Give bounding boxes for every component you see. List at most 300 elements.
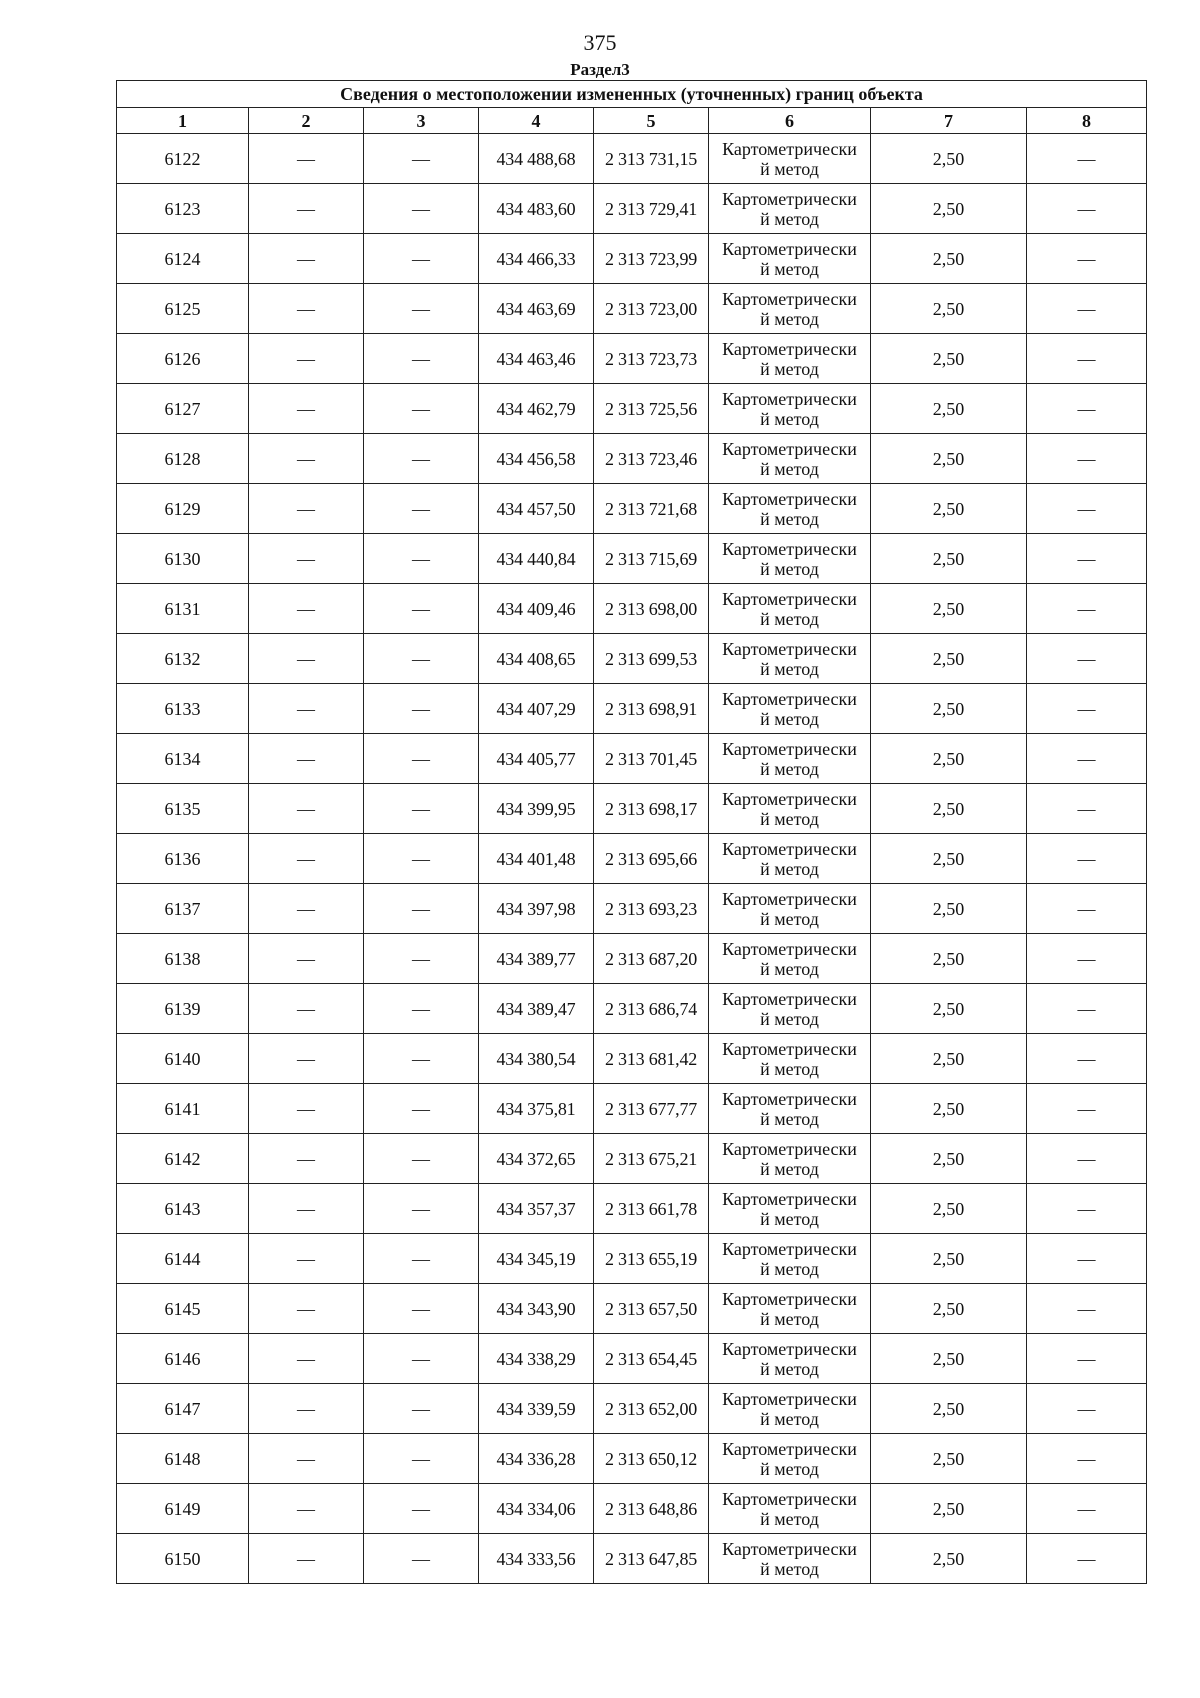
method-cell xyxy=(709,234,871,284)
accuracy-cell: 2,50 xyxy=(871,384,1027,434)
column-3-cell: — xyxy=(364,534,479,584)
column-8-cell: — xyxy=(1027,1284,1147,1334)
column-8-cell: — xyxy=(1027,384,1147,434)
column-3-cell: — xyxy=(364,1284,479,1334)
table-row xyxy=(117,1334,1147,1384)
method-cell xyxy=(709,1534,871,1584)
table-row xyxy=(117,1034,1147,1084)
x-coordinate-cell: 434 440,84 xyxy=(479,534,594,584)
table-row xyxy=(117,1184,1147,1234)
point-number-cell: 6134 xyxy=(117,734,249,784)
x-coordinate-cell: 434 372,65 xyxy=(479,1134,594,1184)
column-2-cell: — xyxy=(249,834,364,884)
column-2-cell: — xyxy=(249,184,364,234)
column-8-cell: — xyxy=(1027,834,1147,884)
method-line-2: й метод xyxy=(760,1558,819,1579)
column-3-cell: — xyxy=(364,1034,479,1084)
method-line-2: й метод xyxy=(760,708,819,729)
y-coordinate-cell: 2 313 723,73 xyxy=(594,334,709,384)
y-coordinate-cell: 2 313 698,00 xyxy=(594,584,709,634)
table-row xyxy=(117,484,1147,534)
method-cell xyxy=(709,784,871,834)
method-line-1: Картометрически xyxy=(722,1538,857,1559)
x-coordinate-cell: 434 343,90 xyxy=(479,1284,594,1334)
accuracy-cell: 2,50 xyxy=(871,584,1027,634)
method-line-1: Картометрически xyxy=(722,138,857,159)
column-3-cell: — xyxy=(364,934,479,984)
x-coordinate-cell: 434 333,56 xyxy=(479,1534,594,1584)
method-cell xyxy=(709,1034,871,1084)
method-cell xyxy=(709,184,871,234)
column-2-cell: — xyxy=(249,384,364,434)
column-8-cell: — xyxy=(1027,1084,1147,1134)
point-number-cell: 6124 xyxy=(117,234,249,284)
table-row xyxy=(117,834,1147,884)
method-line-2: й метод xyxy=(760,1258,819,1279)
method-line-2: й метод xyxy=(760,1208,819,1229)
accuracy-cell: 2,50 xyxy=(871,884,1027,934)
column-3-cell: — xyxy=(364,584,479,634)
column-3-cell: — xyxy=(364,384,479,434)
accuracy-cell: 2,50 xyxy=(871,1484,1027,1534)
table-caption-row xyxy=(117,81,1147,108)
column-8-cell: — xyxy=(1027,534,1147,584)
column-2-cell: — xyxy=(249,784,364,834)
accuracy-cell: 2,50 xyxy=(871,534,1027,584)
accuracy-cell: 2,50 xyxy=(871,734,1027,784)
method-cell xyxy=(709,734,871,784)
x-coordinate-cell: 434 380,54 xyxy=(479,1034,594,1084)
method-line-1: Картометрически xyxy=(722,488,857,509)
column-2-cell: — xyxy=(249,1534,364,1584)
method-cell xyxy=(709,684,871,734)
method-line-2: й метод xyxy=(760,1308,819,1329)
x-coordinate-cell: 434 345,19 xyxy=(479,1234,594,1284)
method-cell xyxy=(709,134,871,184)
y-coordinate-cell: 2 313 661,78 xyxy=(594,1184,709,1234)
column-8-cell: — xyxy=(1027,1334,1147,1384)
method-line-2: й метод xyxy=(760,358,819,379)
point-number-cell: 6143 xyxy=(117,1184,249,1234)
y-coordinate-cell: 2 313 686,74 xyxy=(594,984,709,1034)
column-3-cell: — xyxy=(364,434,479,484)
x-coordinate-cell: 434 466,33 xyxy=(479,234,594,284)
method-line-2: й метод xyxy=(760,408,819,429)
method-line-1: Картометрически xyxy=(722,1338,857,1359)
method-cell xyxy=(709,934,871,984)
accuracy-cell: 2,50 xyxy=(871,484,1027,534)
column-3-cell: — xyxy=(364,834,479,884)
y-coordinate-cell: 2 313 687,20 xyxy=(594,934,709,984)
method-line-1: Картометрически xyxy=(722,188,857,209)
table-row xyxy=(117,1534,1147,1584)
x-coordinate-cell: 434 401,48 xyxy=(479,834,594,884)
method-line-2: й метод xyxy=(760,558,819,579)
section-title: Раздел3 xyxy=(570,60,630,79)
method-line-1: Картометрически xyxy=(722,538,857,559)
column-header: 2 xyxy=(249,108,364,134)
method-line-2: й метод xyxy=(760,258,819,279)
point-number-cell: 6137 xyxy=(117,884,249,934)
y-coordinate-cell: 2 313 652,00 xyxy=(594,1384,709,1434)
table-row xyxy=(117,784,1147,834)
accuracy-cell: 2,50 xyxy=(871,1134,1027,1184)
x-coordinate-cell: 434 405,77 xyxy=(479,734,594,784)
method-line-1: Картометрически xyxy=(722,838,857,859)
column-3-cell: — xyxy=(364,1384,479,1434)
y-coordinate-cell: 2 313 725,56 xyxy=(594,384,709,434)
accuracy-cell: 2,50 xyxy=(871,234,1027,284)
method-cell xyxy=(709,1434,871,1484)
column-3-cell: — xyxy=(364,1234,479,1284)
column-8-cell: — xyxy=(1027,684,1147,734)
column-2-cell: — xyxy=(249,284,364,334)
accuracy-cell: 2,50 xyxy=(871,184,1027,234)
x-coordinate-cell: 434 357,37 xyxy=(479,1184,594,1234)
column-8-cell: — xyxy=(1027,884,1147,934)
x-coordinate-cell: 434 409,46 xyxy=(479,584,594,634)
column-3-cell: — xyxy=(364,134,479,184)
method-line-2: й метод xyxy=(760,308,819,329)
accuracy-cell: 2,50 xyxy=(871,1434,1027,1484)
column-2-cell: — xyxy=(249,734,364,784)
x-coordinate-cell: 434 463,46 xyxy=(479,334,594,384)
accuracy-cell: 2,50 xyxy=(871,1034,1027,1084)
y-coordinate-cell: 2 313 657,50 xyxy=(594,1284,709,1334)
column-3-cell: — xyxy=(364,684,479,734)
method-line-2: й метод xyxy=(760,908,819,929)
method-line-1: Картометрически xyxy=(722,888,857,909)
column-8-cell: — xyxy=(1027,234,1147,284)
method-line-2: й метод xyxy=(760,658,819,679)
column-2-cell: — xyxy=(249,1184,364,1234)
y-coordinate-cell: 2 313 655,19 xyxy=(594,1234,709,1284)
column-2-cell: — xyxy=(249,334,364,384)
column-8-cell: — xyxy=(1027,1234,1147,1284)
point-number-cell: 6144 xyxy=(117,1234,249,1284)
column-3-cell: — xyxy=(364,184,479,234)
x-coordinate-cell: 434 389,77 xyxy=(479,934,594,984)
table-row xyxy=(117,384,1147,434)
method-line-2: й метод xyxy=(760,608,819,629)
method-line-1: Картометрически xyxy=(722,638,857,659)
column-8-cell: — xyxy=(1027,334,1147,384)
table-row xyxy=(117,584,1147,634)
point-number-cell: 6149 xyxy=(117,1484,249,1534)
method-line-2: й метод xyxy=(760,1058,819,1079)
method-cell xyxy=(709,1384,871,1434)
column-number-row xyxy=(117,108,1147,134)
column-3-cell: — xyxy=(364,1084,479,1134)
column-2-cell: — xyxy=(249,1484,364,1534)
column-2-cell: — xyxy=(249,1334,364,1384)
point-number-cell: 6130 xyxy=(117,534,249,584)
method-cell xyxy=(709,834,871,884)
column-2-cell: — xyxy=(249,1284,364,1334)
table-row xyxy=(117,1134,1147,1184)
y-coordinate-cell: 2 313 698,17 xyxy=(594,784,709,834)
method-cell xyxy=(709,534,871,584)
method-line-1: Картометрически xyxy=(722,1388,857,1409)
column-3-cell: — xyxy=(364,1134,479,1184)
method-line-1: Картометрически xyxy=(722,388,857,409)
method-cell xyxy=(709,484,871,534)
table-row xyxy=(117,234,1147,284)
method-cell xyxy=(709,284,871,334)
method-line-1: Картометрически xyxy=(722,1438,857,1459)
column-8-cell: — xyxy=(1027,134,1147,184)
method-cell xyxy=(709,1484,871,1534)
method-line-2: й метод xyxy=(760,858,819,879)
point-number-cell: 6136 xyxy=(117,834,249,884)
method-cell xyxy=(709,634,871,684)
accuracy-cell: 2,50 xyxy=(871,1084,1027,1134)
column-header: 5 xyxy=(594,108,709,134)
column-8-cell: — xyxy=(1027,1484,1147,1534)
method-line-1: Картометрически xyxy=(722,1138,857,1159)
method-line-1: Картометрически xyxy=(722,1088,857,1109)
method-cell xyxy=(709,1184,871,1234)
y-coordinate-cell: 2 313 648,86 xyxy=(594,1484,709,1534)
accuracy-cell: 2,50 xyxy=(871,984,1027,1034)
accuracy-cell: 2,50 xyxy=(871,684,1027,734)
table-row xyxy=(117,1484,1147,1534)
column-8-cell: — xyxy=(1027,1534,1147,1584)
column-2-cell: — xyxy=(249,934,364,984)
column-2-cell: — xyxy=(249,534,364,584)
boundary-coordinates-table xyxy=(116,80,1147,1584)
table-row xyxy=(117,284,1147,334)
column-3-cell: — xyxy=(364,734,479,784)
y-coordinate-cell: 2 313 723,00 xyxy=(594,284,709,334)
method-line-2: й метод xyxy=(760,758,819,779)
accuracy-cell: 2,50 xyxy=(871,1534,1027,1584)
table-row xyxy=(117,734,1147,784)
method-line-1: Картометрически xyxy=(722,438,857,459)
table-row xyxy=(117,334,1147,384)
column-8-cell: — xyxy=(1027,584,1147,634)
accuracy-cell: 2,50 xyxy=(871,1284,1027,1334)
column-header: 6 xyxy=(709,108,871,134)
y-coordinate-cell: 2 313 701,45 xyxy=(594,734,709,784)
method-cell xyxy=(709,334,871,384)
table-row xyxy=(117,1384,1147,1434)
table-row xyxy=(117,884,1147,934)
column-2-cell: — xyxy=(249,1034,364,1084)
method-line-1: Картометрически xyxy=(722,288,857,309)
table-row xyxy=(117,434,1147,484)
table-row xyxy=(117,134,1147,184)
method-line-2: й метод xyxy=(760,158,819,179)
column-3-cell: — xyxy=(364,484,479,534)
accuracy-cell: 2,50 xyxy=(871,934,1027,984)
column-2-cell: — xyxy=(249,684,364,734)
page-number: 375 xyxy=(583,30,617,55)
column-8-cell: — xyxy=(1027,1384,1147,1434)
column-2-cell: — xyxy=(249,634,364,684)
column-2-cell: — xyxy=(249,1434,364,1484)
point-number-cell: 6146 xyxy=(117,1334,249,1384)
column-8-cell: — xyxy=(1027,184,1147,234)
method-line-1: Картометрически xyxy=(722,938,857,959)
method-cell xyxy=(709,1284,871,1334)
column-2-cell: — xyxy=(249,234,364,284)
y-coordinate-cell: 2 313 650,12 xyxy=(594,1434,709,1484)
point-number-cell: 6128 xyxy=(117,434,249,484)
method-cell xyxy=(709,984,871,1034)
y-coordinate-cell: 2 313 715,69 xyxy=(594,534,709,584)
point-number-cell: 6127 xyxy=(117,384,249,434)
column-8-cell: — xyxy=(1027,1134,1147,1184)
table-row xyxy=(117,634,1147,684)
column-3-cell: — xyxy=(364,884,479,934)
table-row xyxy=(117,184,1147,234)
table-row xyxy=(117,1284,1147,1334)
column-3-cell: — xyxy=(364,1434,479,1484)
column-3-cell: — xyxy=(364,784,479,834)
accuracy-cell: 2,50 xyxy=(871,1334,1027,1384)
column-header: 8 xyxy=(1027,108,1147,134)
method-line-1: Картометрически xyxy=(722,1488,857,1509)
accuracy-cell: 2,50 xyxy=(871,784,1027,834)
column-8-cell: — xyxy=(1027,434,1147,484)
method-line-2: й метод xyxy=(760,1358,819,1379)
point-number-cell: 6147 xyxy=(117,1384,249,1434)
method-line-1: Картометрически xyxy=(722,1238,857,1259)
column-2-cell: — xyxy=(249,134,364,184)
column-8-cell: — xyxy=(1027,984,1147,1034)
y-coordinate-cell: 2 313 699,53 xyxy=(594,634,709,684)
point-number-cell: 6150 xyxy=(117,1534,249,1584)
column-header: 7 xyxy=(871,108,1027,134)
method-line-2: й метод xyxy=(760,808,819,829)
x-coordinate-cell: 434 336,28 xyxy=(479,1434,594,1484)
accuracy-cell: 2,50 xyxy=(871,334,1027,384)
accuracy-cell: 2,50 xyxy=(871,1184,1027,1234)
column-header: 4 xyxy=(479,108,594,134)
column-8-cell: — xyxy=(1027,934,1147,984)
column-header: 3 xyxy=(364,108,479,134)
method-cell xyxy=(709,584,871,634)
accuracy-cell: 2,50 xyxy=(871,634,1027,684)
x-coordinate-cell: 434 463,69 xyxy=(479,284,594,334)
point-number-cell: 6135 xyxy=(117,784,249,834)
column-2-cell: — xyxy=(249,584,364,634)
x-coordinate-cell: 434 389,47 xyxy=(479,984,594,1034)
y-coordinate-cell: 2 313 721,68 xyxy=(594,484,709,534)
method-line-2: й метод xyxy=(760,1158,819,1179)
column-8-cell: — xyxy=(1027,1034,1147,1084)
y-coordinate-cell: 2 313 677,77 xyxy=(594,1084,709,1134)
method-line-2: й метод xyxy=(760,958,819,979)
method-line-1: Картометрически xyxy=(722,788,857,809)
method-line-1: Картометрически xyxy=(722,988,857,1009)
column-8-cell: — xyxy=(1027,1184,1147,1234)
point-number-cell: 6145 xyxy=(117,1284,249,1334)
column-3-cell: — xyxy=(364,284,479,334)
x-coordinate-cell: 434 408,65 xyxy=(479,634,594,684)
point-number-cell: 6123 xyxy=(117,184,249,234)
column-2-cell: — xyxy=(249,484,364,534)
y-coordinate-cell: 2 313 729,41 xyxy=(594,184,709,234)
accuracy-cell: 2,50 xyxy=(871,1384,1027,1434)
column-2-cell: — xyxy=(249,1084,364,1134)
table-row xyxy=(117,1234,1147,1284)
point-number-cell: 6132 xyxy=(117,634,249,684)
method-line-1: Картометрически xyxy=(722,1038,857,1059)
column-3-cell: — xyxy=(364,1334,479,1384)
column-8-cell: — xyxy=(1027,734,1147,784)
table-row xyxy=(117,934,1147,984)
accuracy-cell: 2,50 xyxy=(871,434,1027,484)
method-cell xyxy=(709,1234,871,1284)
column-3-cell: — xyxy=(364,334,479,384)
method-cell xyxy=(709,434,871,484)
x-coordinate-cell: 434 488,68 xyxy=(479,134,594,184)
column-8-cell: — xyxy=(1027,1434,1147,1484)
method-line-2: й метод xyxy=(760,1508,819,1529)
column-3-cell: — xyxy=(364,1484,479,1534)
x-coordinate-cell: 434 462,79 xyxy=(479,384,594,434)
y-coordinate-cell: 2 313 698,91 xyxy=(594,684,709,734)
column-8-cell: — xyxy=(1027,284,1147,334)
table-row xyxy=(117,984,1147,1034)
x-coordinate-cell: 434 334,06 xyxy=(479,1484,594,1534)
table-row xyxy=(117,1084,1147,1134)
column-3-cell: — xyxy=(364,234,479,284)
accuracy-cell: 2,50 xyxy=(871,1234,1027,1284)
x-coordinate-cell: 434 483,60 xyxy=(479,184,594,234)
column-2-cell: — xyxy=(249,1134,364,1184)
y-coordinate-cell: 2 313 647,85 xyxy=(594,1534,709,1584)
point-number-cell: 6141 xyxy=(117,1084,249,1134)
method-line-1: Картометрически xyxy=(722,238,857,259)
method-line-2: й метод xyxy=(760,1458,819,1479)
column-8-cell: — xyxy=(1027,634,1147,684)
column-3-cell: — xyxy=(364,634,479,684)
y-coordinate-cell: 2 313 731,15 xyxy=(594,134,709,184)
y-coordinate-cell: 2 313 693,23 xyxy=(594,884,709,934)
point-number-cell: 6131 xyxy=(117,584,249,634)
method-line-1: Картометрически xyxy=(722,1288,857,1309)
point-number-cell: 6138 xyxy=(117,934,249,984)
method-line-2: й метод xyxy=(760,508,819,529)
method-line-1: Картометрически xyxy=(722,588,857,609)
table-body xyxy=(117,134,1147,1584)
column-3-cell: — xyxy=(364,1184,479,1234)
column-2-cell: — xyxy=(249,984,364,1034)
table-row xyxy=(117,534,1147,584)
column-header: 1 xyxy=(117,108,249,134)
column-8-cell: — xyxy=(1027,484,1147,534)
column-2-cell: — xyxy=(249,434,364,484)
accuracy-cell: 2,50 xyxy=(871,284,1027,334)
y-coordinate-cell: 2 313 695,66 xyxy=(594,834,709,884)
method-cell xyxy=(709,1134,871,1184)
point-number-cell: 6125 xyxy=(117,284,249,334)
column-3-cell: — xyxy=(364,1534,479,1584)
method-line-2: й метод xyxy=(760,1108,819,1129)
method-line-2: й метод xyxy=(760,208,819,229)
method-cell xyxy=(709,1084,871,1134)
method-line-1: Картометрически xyxy=(722,738,857,759)
method-line-1: Картометрически xyxy=(722,1188,857,1209)
method-line-2: й метод xyxy=(760,458,819,479)
column-2-cell: — xyxy=(249,1384,364,1434)
y-coordinate-cell: 2 313 675,21 xyxy=(594,1134,709,1184)
y-coordinate-cell: 2 313 654,45 xyxy=(594,1334,709,1384)
point-number-cell: 6139 xyxy=(117,984,249,1034)
